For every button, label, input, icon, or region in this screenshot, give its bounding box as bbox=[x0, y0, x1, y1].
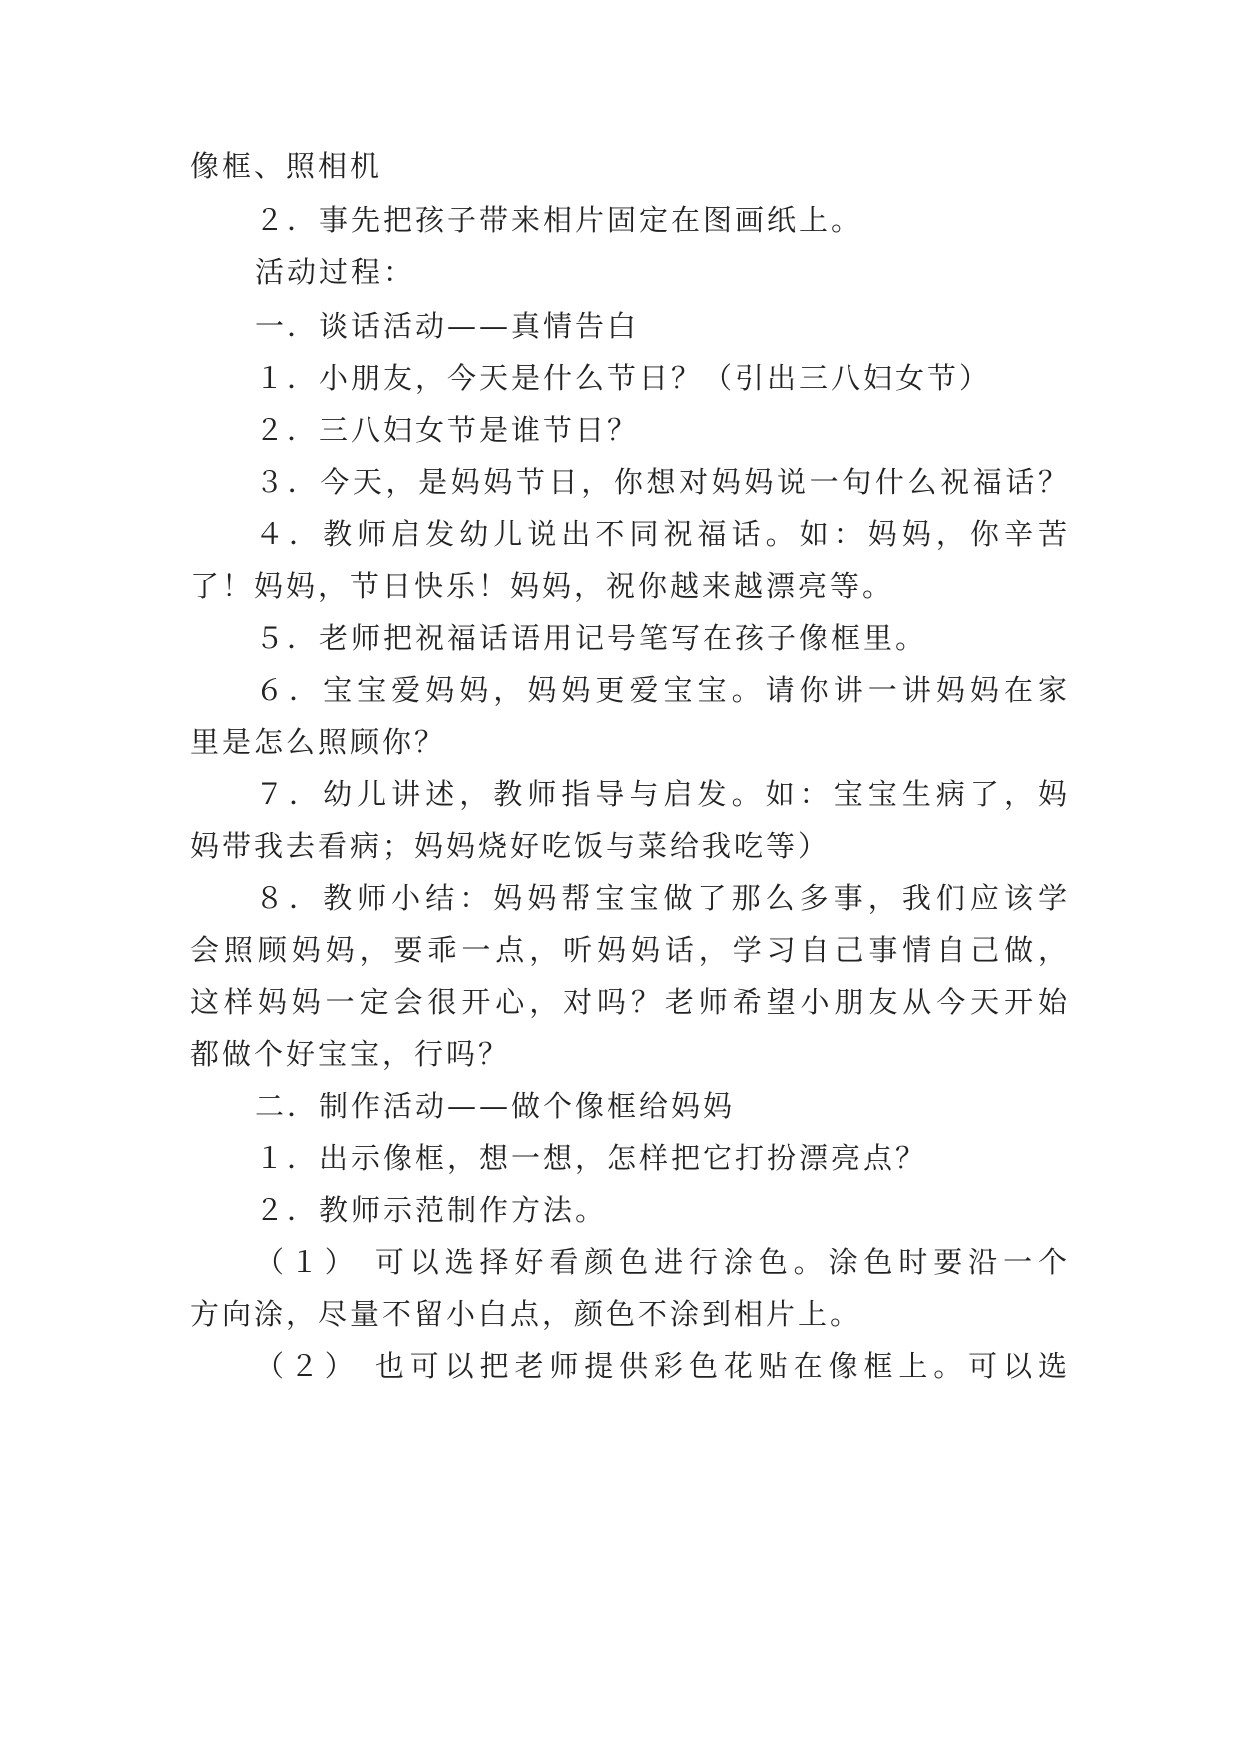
text-line: 里是怎么照顾你？ bbox=[190, 725, 447, 759]
text-line: １．小朋友，今天是什么节日？（引出三八妇女节） bbox=[255, 361, 992, 395]
text-line: ３．今天，是妈妈节日，你想对妈妈说一句什么祝福话？ bbox=[255, 465, 1070, 499]
text-line: 活动过程： bbox=[255, 255, 416, 289]
section-heading: 一．谈话活动——真情告白 bbox=[255, 309, 640, 343]
text-line: １．出示像框，想一想，怎样把它打扮漂亮点？ bbox=[255, 1141, 928, 1175]
text-line: 像框、照相机 bbox=[190, 149, 383, 183]
text-line: ２．三八妇女节是谁节日？ bbox=[255, 413, 640, 447]
text-line: 妈带我去看病；妈妈烧好吃饭与菜给我吃等） bbox=[190, 829, 831, 863]
text-line: 方向涂，尽量不留小白点，颜色不涂到相片上。 bbox=[190, 1297, 863, 1331]
text-line: ５．老师把祝福话语用记号笔写在孩子像框里。 bbox=[255, 621, 928, 655]
text-line: （２） 也可以把老师提供彩色花贴在像框上。可以选 bbox=[255, 1349, 1070, 1383]
text-line: ６．宝宝爱妈妈，妈妈更爱宝宝。请你讲一讲妈妈在家 bbox=[255, 673, 1070, 707]
text-line: 这样妈妈一定会很开心，对吗？老师希望小朋友从今天开始 bbox=[190, 985, 1070, 1019]
text-line: ７．幼儿讲述，教师指导与启发。如：宝宝生病了，妈 bbox=[255, 777, 1070, 811]
text-line: 都做个好宝宝，行吗？ bbox=[190, 1037, 511, 1071]
text-line: 会照顾妈妈，要乖一点，听妈妈话，学习自己事情自己做， bbox=[190, 933, 1070, 967]
text-line: ２．教师示范制作方法。 bbox=[255, 1193, 608, 1227]
text-line: ２．事先把孩子带来相片固定在图画纸上。 bbox=[255, 203, 864, 237]
text-line: ４．教师启发幼儿说出不同祝福话。如：妈妈，你辛苦 bbox=[255, 517, 1070, 551]
text-line: （１） 可以选择好看颜色进行涂色。涂色时要沿一个 bbox=[255, 1245, 1070, 1279]
text-line: 了！妈妈，节日快乐！妈妈，祝你越来越漂亮等。 bbox=[190, 569, 895, 603]
text-line: ８．教师小结：妈妈帮宝宝做了那么多事，我们应该学 bbox=[255, 881, 1070, 915]
section-heading: 二．制作活动——做个像框给妈妈 bbox=[255, 1089, 736, 1123]
